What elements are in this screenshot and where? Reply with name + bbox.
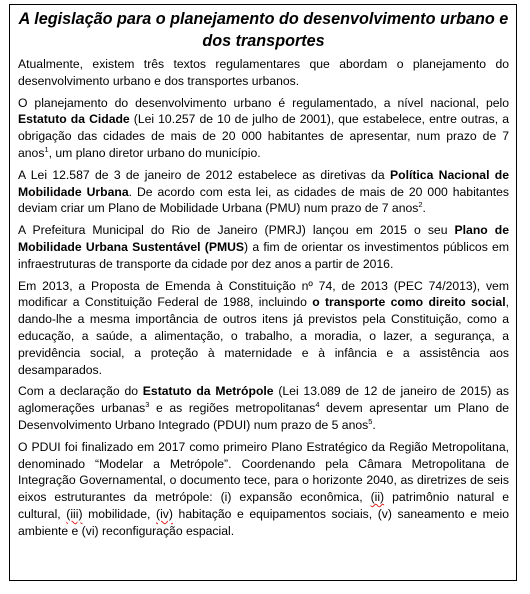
text-run: habitação e equipamentos sociais, (v) saneamento e meio ambiente e (vi) reconfiguração espacial. — [18, 506, 509, 538]
text-run: O planejamento do desenvolvimento urbano é regulamentado, a nível nacional, pelo — [18, 95, 509, 110]
bold-term-transporte-direito-social: o transporte como direito social — [312, 295, 506, 310]
text-run: mobilidade, — [82, 506, 157, 521]
text-run: patrimônio natural e cultural, — [18, 490, 509, 521]
text-run: ) a fim de orientar os investimentos públicos em infraestruturas de transporte da cidade por dez anos a partir de 2016. — [18, 239, 509, 271]
text-run: . — [372, 417, 376, 432]
bold-term-estatuto-cidade: Estatuto da Cidade — [18, 112, 130, 127]
paragraph-estatuto-cidade — [18, 95, 509, 162]
box-title: A legislação para o planejamento do desenvolvimento urbano e dos transportes — [18, 10, 509, 50]
text-run: A Prefeitura Municipal do Rio de Janeiro (PMRJ) lançou em 2015 o seu — [18, 223, 455, 238]
text-run: (Lei 10.257 de 10 de julho de 2001), que estabelece, entre outras, a obrigação das cidades de mais de 20 000 habitantes de apresentar, num prazo de 7 anos — [18, 112, 509, 160]
paragraph-intro — [18, 56, 509, 90]
spellcheck-flag-iv[interactable]: (iv) — [156, 506, 173, 521]
text-run: . — [422, 201, 426, 216]
text-box — [9, 4, 517, 581]
spellcheck-flag-ii[interactable]: (ii) — [370, 490, 385, 505]
text-run: devem apresentar um Plano de Desenvolvimento Urbano Integrado (PDUI) num prazo de 5 anos — [18, 401, 510, 432]
text-run: O PDUI foi finalizado em 2017 como primeiro Plano Estratégico da Região Metropolitana, denominado “Modelar a Metrópole”. Coordenando pela Câmara Metropolitana de Integração Governamental, o documento tece, para o horizonte 2040, as diretrizes de seis eixos estruturantes da metrópole: (i) expansão econômica, — [18, 439, 509, 505]
paragraph-pdui — [18, 439, 509, 540]
text-run: , um plano diretor urbano do município. — [48, 145, 261, 160]
paragraph-mobilidade-urbana — [18, 167, 509, 217]
text-run: , dando-lhe a mesma importância de outros itens já previstos pela Constituição, como a educação, a saúde, a alimentação, o trabalho, a moradia, o lazer, a segurança, a previdência social, a proteção à maternidade e à infância e a assistência aos desamparados. — [18, 295, 509, 377]
footnote-ref-1[interactable]: 1 — [44, 144, 49, 154]
footnote-ref-2[interactable]: 2 — [418, 200, 423, 210]
spellcheck-flag-iii[interactable]: (iii) — [66, 506, 83, 521]
text-run: Com a declaração do — [18, 384, 143, 399]
paragraph-pec — [18, 278, 509, 379]
text-run: Em 2013, a Proposta de Emenda à Constituição nº 74, de 2013 (PEC 74/2013), vem modificar a Constituição Federal de 1988, incluindo — [18, 278, 509, 310]
footnote-ref-5[interactable]: 5 — [368, 416, 373, 426]
text-run: (Lei 13.089 de 12 de janeiro de 2015) as aglomerações urbanas — [18, 384, 509, 416]
bold-term-estatuto-metropole: Estatuto da Metrópole — [142, 384, 274, 399]
footnote-ref-4[interactable]: 4 — [315, 400, 320, 410]
text-run: A Lei 12.587 de 3 de janeiro de 2012 estabelece as diretivas da — [18, 167, 390, 182]
text-run: Atualmente, existem três textos regulamentares que abordam o planejamento do desenvolvimento urbano e dos transportes urbanos. — [18, 57, 509, 88]
text-run: . De acordo com esta lei, as cidades de mais de 20 000 habitantes deviam criar um Plano de Mobilidade Urbana (PMU) num prazo de 7 anos — [18, 184, 509, 216]
bold-term-pmus: Plano de Mobilidade Urbana Sustentável (PMUS — [18, 223, 509, 254]
bold-term-politica-mobilidade: Política Nacional de Mobilidade Urbana — [18, 167, 509, 199]
footnote-ref-3[interactable]: 3 — [145, 400, 150, 410]
paragraph-estatuto-metropole — [18, 383, 509, 433]
paragraph-pmus — [18, 222, 509, 272]
text-run: e as regiões metropolitanas — [149, 401, 316, 416]
